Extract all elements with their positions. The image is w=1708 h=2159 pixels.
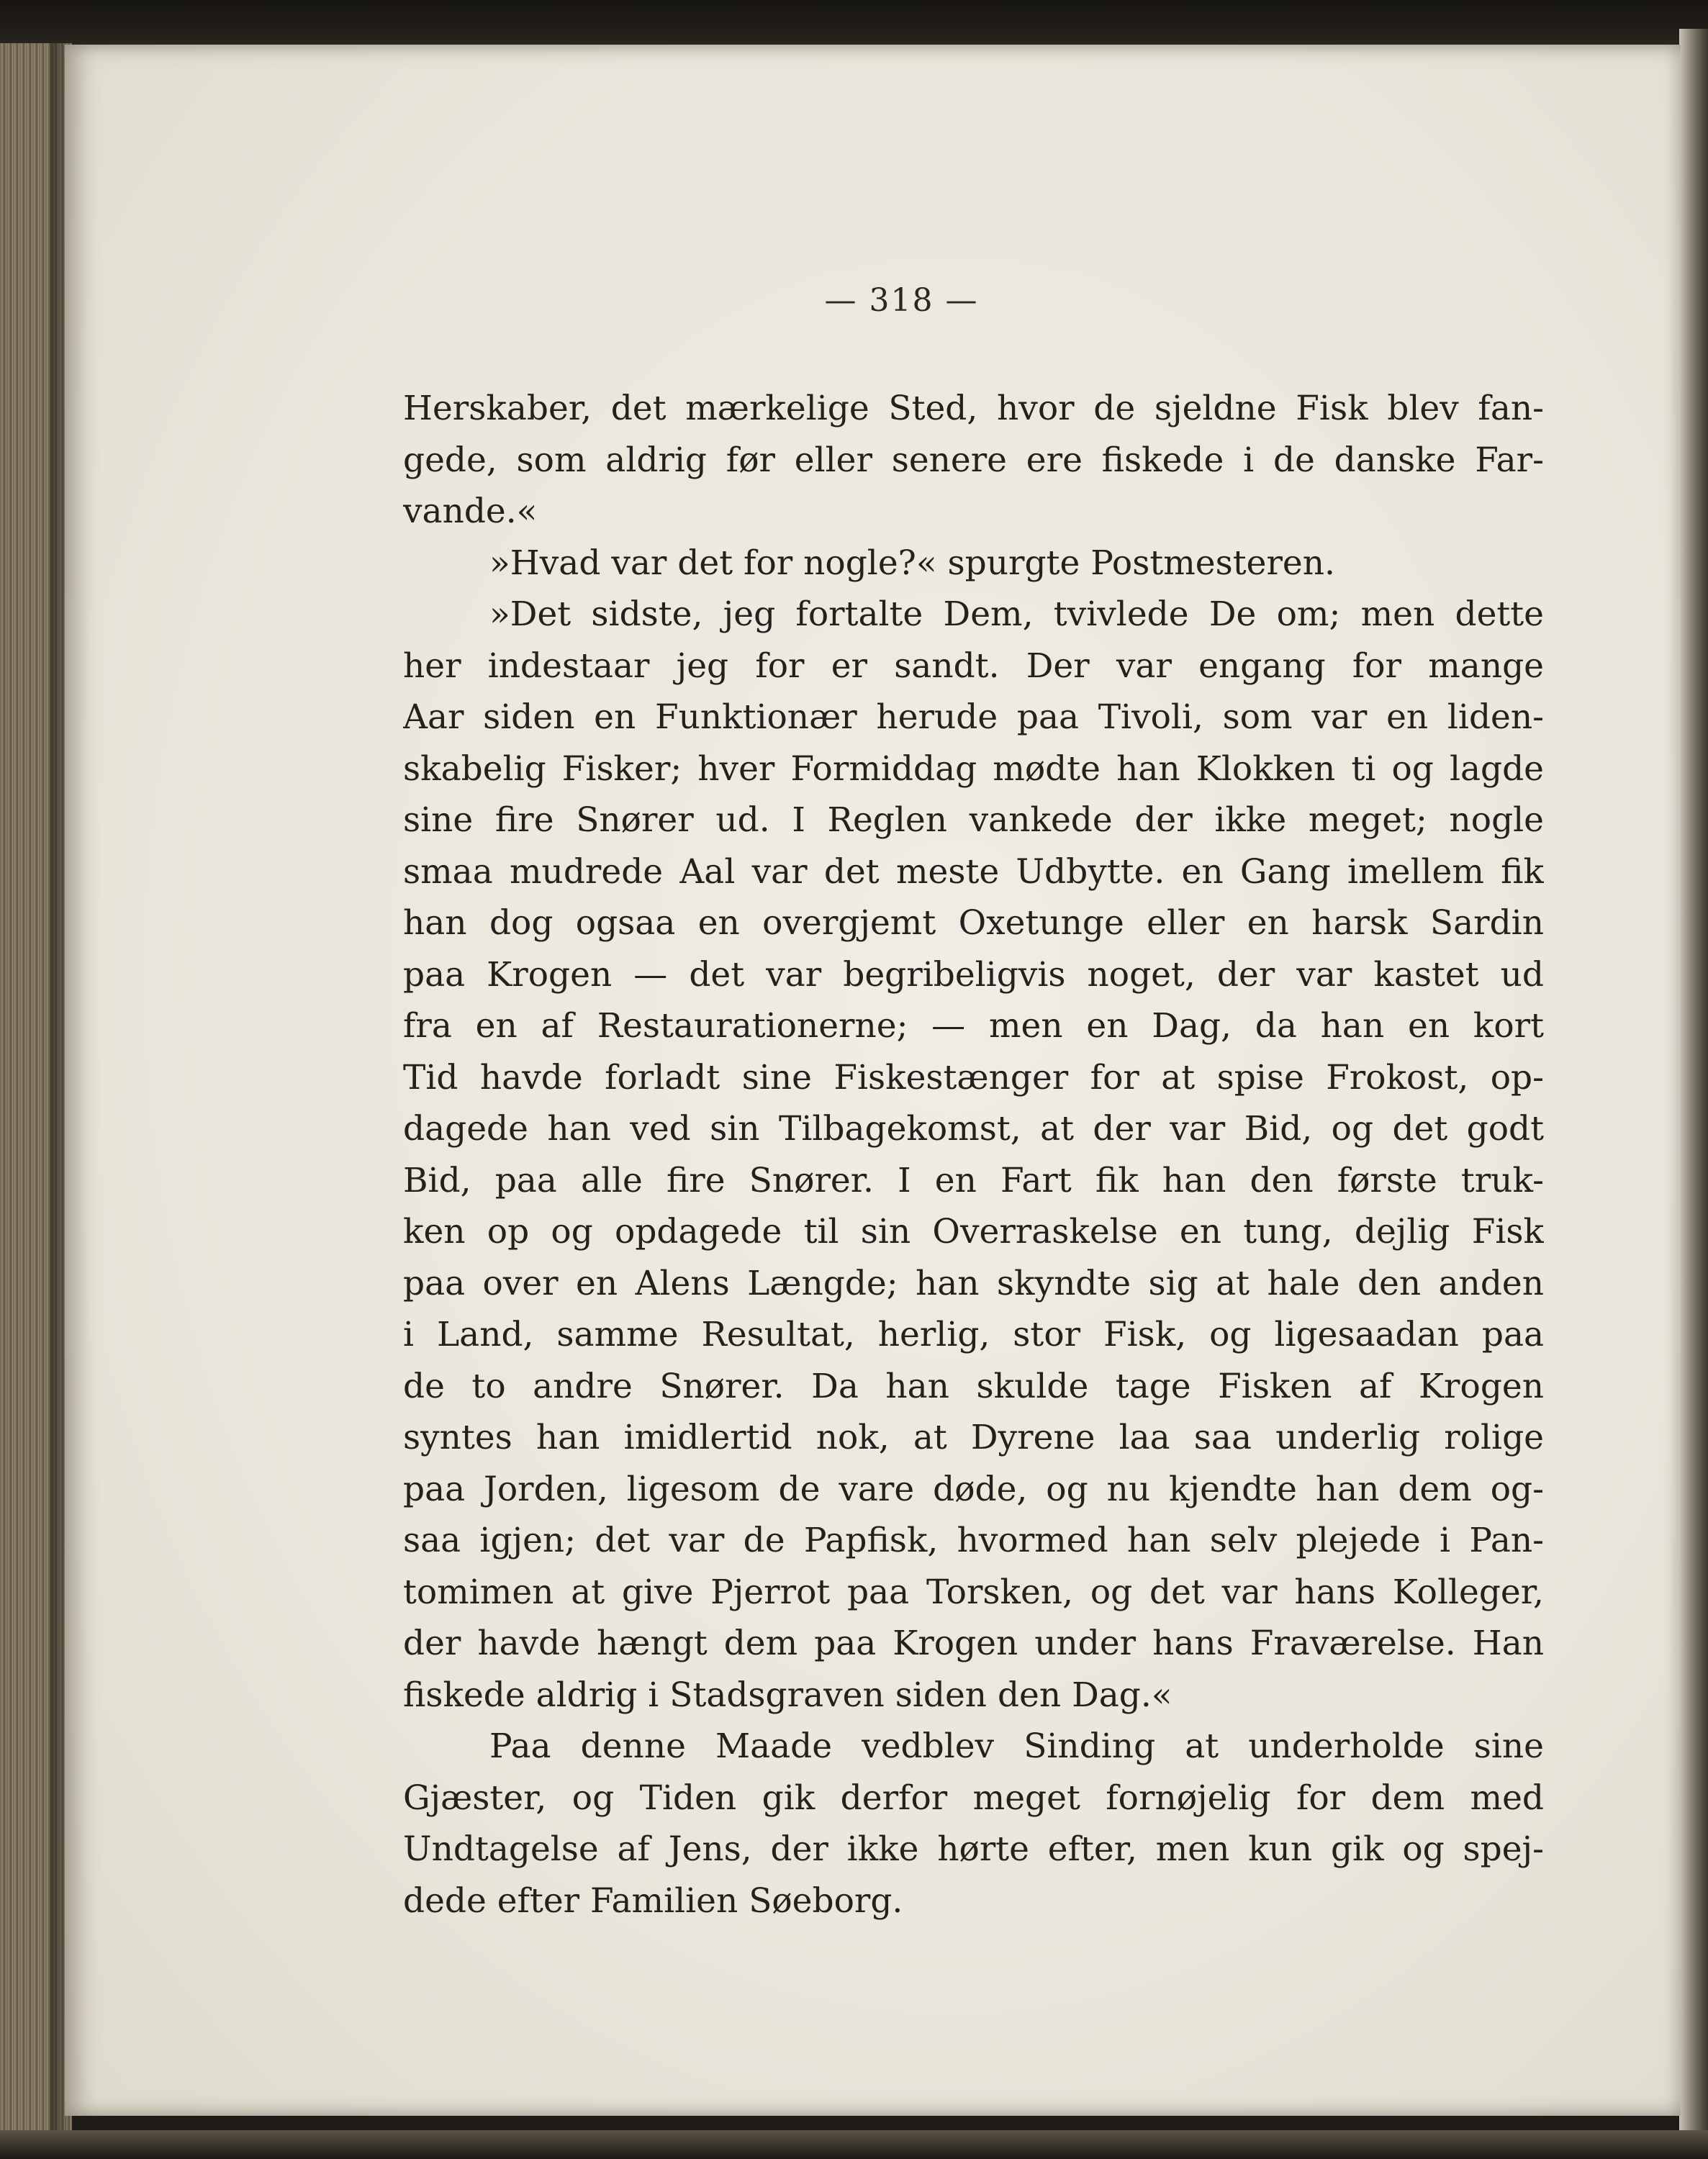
text-line: paa Jorden, ligesom de vare døde, og nu kjendte han dem og- [403, 1469, 1544, 1509]
text-line: Gjæster, og Tiden gik derfor meget fornøjelig for dem med [403, 1778, 1544, 1818]
bottom-edge [0, 2130, 1708, 2159]
text-line: gede, som aldrig før eller senere ere fiskede i de danske Far- [403, 440, 1544, 480]
text-line: saa igjen; det var de Papfisk, hvormed han selv plejede i Pan- [403, 1521, 1544, 1560]
text-line: dagede han ved sin Tilbagekomst, at der var Bid, og det godt [403, 1109, 1544, 1149]
text-line: skabelig Fisker; hver Formiddag mødte han Klokken ti og lagde [403, 748, 1544, 789]
text-line: han dog ogsaa en overgjemt Oxetunge eller en harsk Sardin [403, 903, 1544, 943]
cover-edge [1679, 29, 1708, 2159]
binding-top-edge [0, 0, 1708, 50]
text-line: fiskede aldrig i Stadsgraven siden den Dag.« [403, 1675, 1172, 1715]
text-line: Bid, paa alle fire Snører. I en Fart fik han den første truk- [403, 1160, 1544, 1200]
text-line: der havde hængt dem paa Krogen under hans Fraværelse. Han [403, 1624, 1544, 1663]
text-line: Paa denne Maade vedblev Sinding at underholde sine [489, 1726, 1544, 1766]
page-number: — 318 — [824, 282, 979, 319]
text-line: fra en af Restaurationerne; — men en Dag, da han en kort [403, 1006, 1544, 1046]
text-line: vande.« [403, 492, 538, 531]
text-line: Herskaber, det mærkelige Sted, hvor de sjeldne Fisk blev fan- [403, 389, 1544, 428]
text-line: paa Krogen — det var begribeligvis noget, der var kastet ud [403, 954, 1544, 995]
text-line: tomimen at give Pjerrot paa Torsken, og det var hans Kolleger, [403, 1572, 1544, 1612]
text-line: »Hvad var det for nogle?« spurgte Postmesteren. [489, 543, 1335, 583]
text-line: smaa mudrede Aal var det meste Udbytte. en Gang imellem fik [403, 851, 1544, 892]
text-line: »Det sidste, jeg fortalte Dem, tvivlede De om; men dette [489, 594, 1544, 634]
text-line: de to andre Snører. Da han skulde tage Fisken af Krogen [403, 1366, 1544, 1406]
text-line: Tid havde forladt sine Fiskestænger for at spise Frokost, op- [403, 1057, 1544, 1097]
text-line: syntes han imidlertid nok, at Dyrene laa saa underlig rolige [403, 1418, 1544, 1457]
text-line: dede efter Familien Søeborg. [403, 1880, 903, 1921]
book-page [65, 45, 1681, 2116]
text-line: sine fire Snører ud. I Reglen vankede der ikke meget; nogle [403, 800, 1544, 840]
text-line: i Land, samme Resultat, herlig, stor Fisk, og ligesaadan paa [403, 1315, 1544, 1354]
text-line: paa over en Alens Længde; han skyndte sig at hale den anden [403, 1263, 1544, 1303]
text-line: ken op og opdagede til sin Overraskelse en tung, dejlig Fisk [403, 1212, 1544, 1252]
body-text [403, 383, 1544, 1927]
text-line: Aar siden en Funktionær herude paa Tivoli, som var en liden- [403, 697, 1544, 737]
text-line: her indestaar jeg for er sandt. Der var engang for mange [403, 646, 1544, 686]
text-line: Undtagelse af Jens, der ikke hørte efter, men kun gik og spej- [403, 1829, 1544, 1869]
